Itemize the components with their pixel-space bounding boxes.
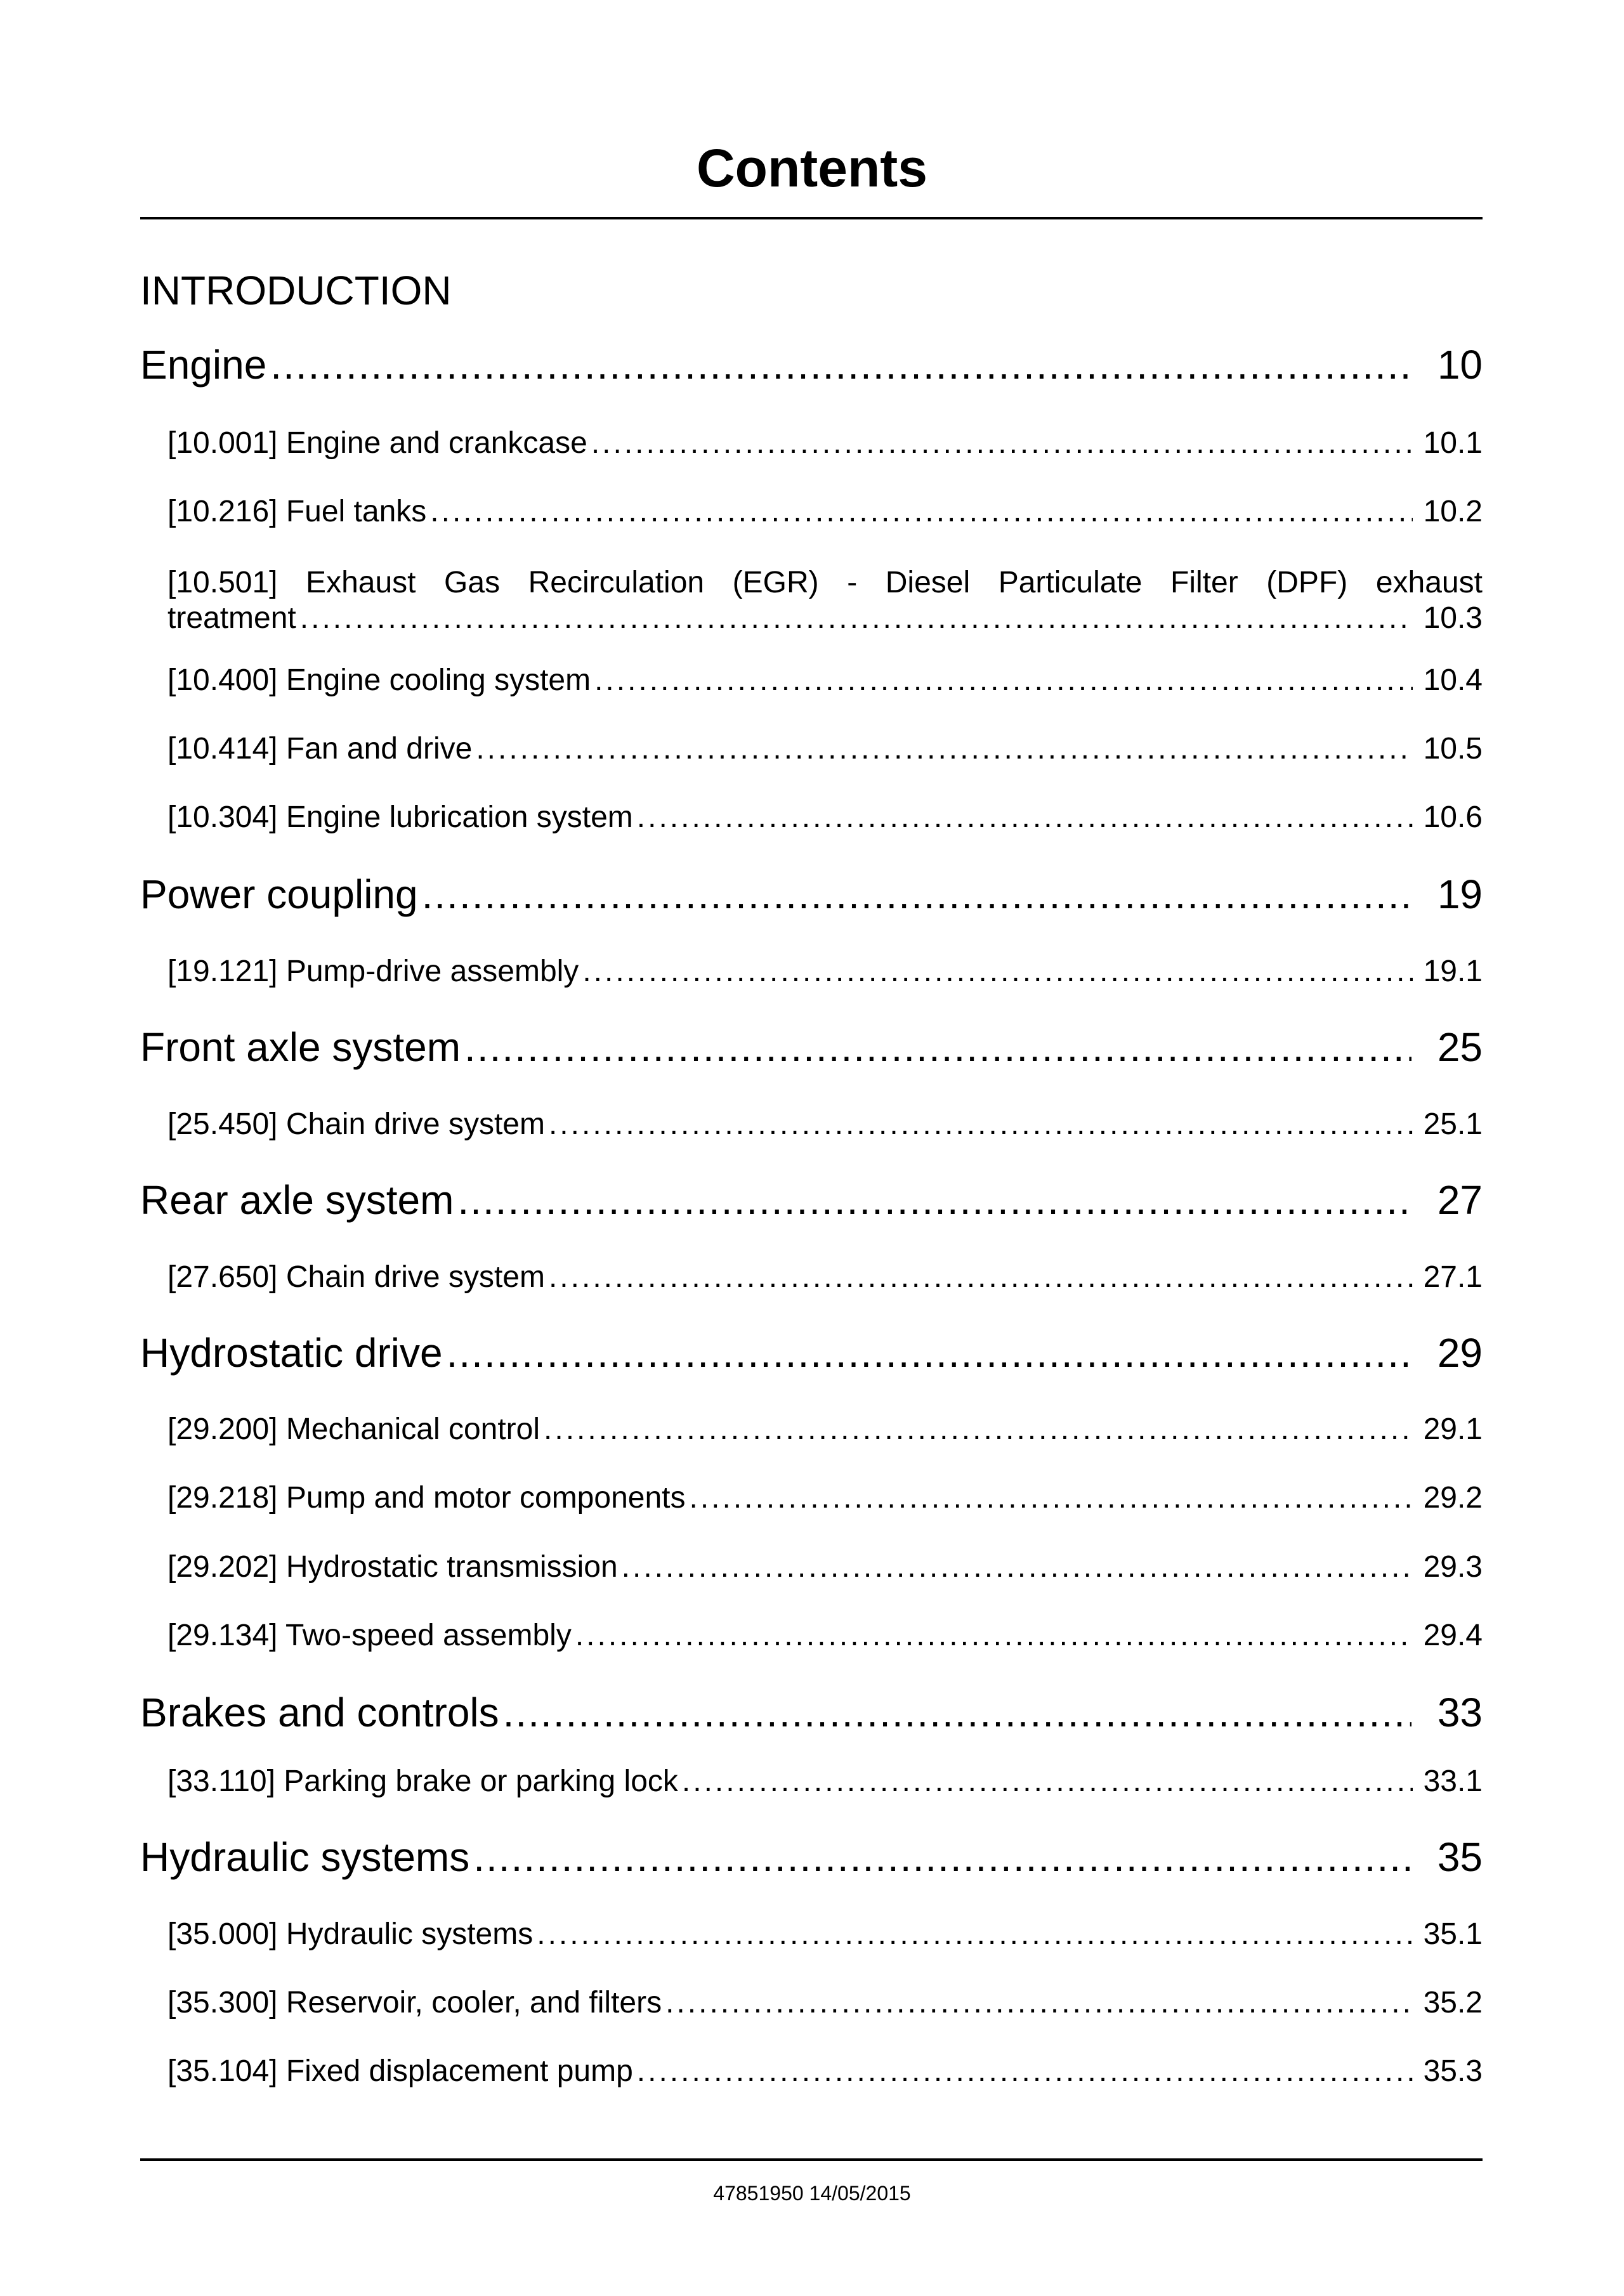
- toc-chapter-label: Hydraulic systems: [140, 1834, 470, 1880]
- toc-page-number: 10.4: [1423, 663, 1483, 697]
- toc-section-label: [10.216] Fuel tanks: [167, 495, 427, 528]
- toc-section[interactable]: [167, 1981, 1483, 2025]
- toc-section-label: [35.000] Hydraulic systems: [167, 1917, 534, 1951]
- toc-leader-dots: [430, 490, 1413, 534]
- toc-leader-dots: [422, 866, 1411, 923]
- toc-section-label: [29.134] Two-speed assembly: [167, 1619, 572, 1652]
- toc-section[interactable]: [167, 421, 1483, 466]
- toc-page-number: 35.2: [1423, 1986, 1483, 2019]
- toc-word: Diesel: [885, 566, 971, 599]
- toc-section-label: [10.001] Engine and crankcase: [167, 426, 587, 460]
- toc-leader-dots: [503, 1684, 1411, 1741]
- toc-page-number: 29.1: [1423, 1412, 1483, 1446]
- toc-chapter-brakes-and-controls[interactable]: [140, 1684, 1483, 1741]
- footer-divider: [140, 2158, 1483, 2161]
- toc-word: Recirculation: [528, 566, 705, 599]
- toc-page-number: 35.1: [1423, 1917, 1483, 1951]
- toc-section-label: [29.200] Mechanical control: [167, 1412, 540, 1446]
- toc-chapter-label: Brakes and controls: [140, 1690, 499, 1735]
- toc-chapter-front-axle[interactable]: [140, 1019, 1483, 1076]
- toc-page-number: 33.1: [1423, 1764, 1483, 1798]
- toc-leader-dots: [591, 421, 1413, 466]
- toc-chapter-label: Rear axle system: [140, 1177, 454, 1223]
- toc-leader-dots: [549, 1102, 1413, 1147]
- toc-leader-dots: [476, 727, 1413, 771]
- toc-word: Filter: [1170, 566, 1238, 599]
- toc-chapter-hydrostatic-drive[interactable]: [140, 1324, 1483, 1381]
- toc-page-number: 35.3: [1423, 2054, 1483, 2088]
- toc-leader-dots: [582, 949, 1413, 994]
- toc-leader-dots: [690, 1476, 1413, 1520]
- toc-section-label: [25.450] Chain drive system: [167, 1107, 545, 1141]
- toc-page-number: 10.3: [1423, 601, 1483, 635]
- toc-leader-dots: [457, 1171, 1411, 1229]
- toc-section[interactable]: [167, 2049, 1483, 2094]
- toc-word: Particulate: [998, 566, 1143, 599]
- toc-section-label: [27.650] Chain drive system: [167, 1260, 545, 1294]
- toc-section-egr-second-line[interactable]: [167, 596, 1483, 641]
- toc-leader-dots: [464, 1019, 1411, 1076]
- page-title: Contents: [697, 138, 927, 198]
- toc-leader-dots: [537, 1912, 1413, 1957]
- footer-document-id: 47851950 14/05/2015: [713, 2182, 911, 2205]
- toc-page-number: 29.2: [1423, 1481, 1483, 1515]
- toc-page-number: 29: [1437, 1330, 1483, 1376]
- toc-section[interactable]: [167, 1912, 1483, 1957]
- toc-word: exhaust: [1375, 566, 1483, 599]
- toc-section[interactable]: [167, 1545, 1483, 1589]
- toc-leader-dots: [270, 336, 1411, 393]
- toc-chapter-label: Hydrostatic drive: [140, 1330, 443, 1376]
- toc-leader-dots: [622, 1545, 1413, 1589]
- toc-section-label: [10.400] Engine cooling system: [167, 663, 591, 697]
- toc-section-label: [10.304] Engine lubrication system: [167, 800, 633, 834]
- introduction-heading[interactable]: INTRODUCTION: [140, 268, 452, 313]
- toc-page-number: 10: [1437, 342, 1483, 388]
- toc-section[interactable]: [167, 658, 1483, 703]
- toc-word: -: [847, 566, 858, 599]
- toc-section[interactable]: [167, 490, 1483, 534]
- toc-section-label: [10.414] Fan and drive: [167, 732, 473, 766]
- toc-page-number: 25: [1437, 1024, 1483, 1070]
- toc-section[interactable]: [167, 727, 1483, 771]
- toc-leader-dots: [544, 1407, 1413, 1452]
- toc-section[interactable]: [167, 1407, 1483, 1452]
- toc-page-number: 27: [1437, 1177, 1483, 1223]
- toc-page-number: 10.6: [1423, 800, 1483, 834]
- toc-page-number: 29.4: [1423, 1619, 1483, 1652]
- toc-section[interactable]: [167, 1102, 1483, 1147]
- toc-word: Gas: [444, 566, 501, 599]
- toc-word: Exhaust: [306, 566, 416, 599]
- toc-chapter-engine[interactable]: [140, 336, 1483, 393]
- toc-section-label: [19.121] Pump-drive assembly: [167, 955, 579, 988]
- toc-page-number: 35: [1437, 1834, 1483, 1880]
- toc-section[interactable]: [167, 1614, 1483, 1658]
- toc-section[interactable]: [167, 1759, 1483, 1804]
- toc-section-label: [35.300] Reservoir, cooler, and filters: [167, 1986, 662, 2019]
- toc-leader-dots: [637, 795, 1413, 840]
- toc-leader-dots: [473, 1829, 1411, 1886]
- toc-page-number: 10.2: [1423, 495, 1483, 528]
- toc-section-label: treatment: [167, 601, 296, 635]
- toc-section-label: [35.104] Fixed displacement pump: [167, 2054, 633, 2088]
- toc-leader-dots: [300, 596, 1413, 641]
- toc-chapter-rear-axle[interactable]: [140, 1171, 1483, 1229]
- toc-word: (DPF): [1266, 566, 1348, 599]
- toc-leader-dots: [447, 1324, 1411, 1381]
- toc-word: (EGR): [732, 566, 819, 599]
- toc-page-number: 10.5: [1423, 732, 1483, 766]
- toc-section[interactable]: [167, 949, 1483, 994]
- toc-section-label: [29.202] Hydrostatic transmission: [167, 1550, 618, 1584]
- toc-leader-dots: [575, 1614, 1413, 1658]
- toc-leader-dots: [594, 658, 1413, 703]
- toc-chapter-label: Engine: [140, 342, 267, 388]
- toc-chapter-power-coupling[interactable]: [140, 866, 1483, 923]
- toc-chapter-label: Power coupling: [140, 871, 418, 917]
- toc-leader-dots: [637, 2049, 1413, 2094]
- toc-section[interactable]: [167, 1476, 1483, 1520]
- toc-leader-dots: [665, 1981, 1413, 2025]
- toc-word: [10.501]: [167, 566, 278, 599]
- toc-leader-dots: [549, 1255, 1413, 1300]
- toc-leader-dots: [682, 1759, 1413, 1804]
- toc-page-number: 19: [1437, 871, 1483, 917]
- toc-page-number: 33: [1437, 1690, 1483, 1735]
- toc-page-number: 27.1: [1423, 1260, 1483, 1294]
- toc-chapter-label: Front axle system: [140, 1024, 461, 1070]
- toc-page-number: 10.1: [1423, 426, 1483, 460]
- toc-page-number: 29.3: [1423, 1550, 1483, 1584]
- toc-section[interactable]: [167, 1255, 1483, 1300]
- toc-page-number: 25.1: [1423, 1107, 1483, 1141]
- toc-section-label: [33.110] Parking brake or parking lock: [167, 1764, 678, 1798]
- toc-chapter-hydraulic-systems[interactable]: [140, 1829, 1483, 1886]
- toc-section[interactable]: [167, 795, 1483, 840]
- toc-section-label: [29.218] Pump and motor components: [167, 1481, 686, 1515]
- toc-page-number: 19.1: [1423, 955, 1483, 988]
